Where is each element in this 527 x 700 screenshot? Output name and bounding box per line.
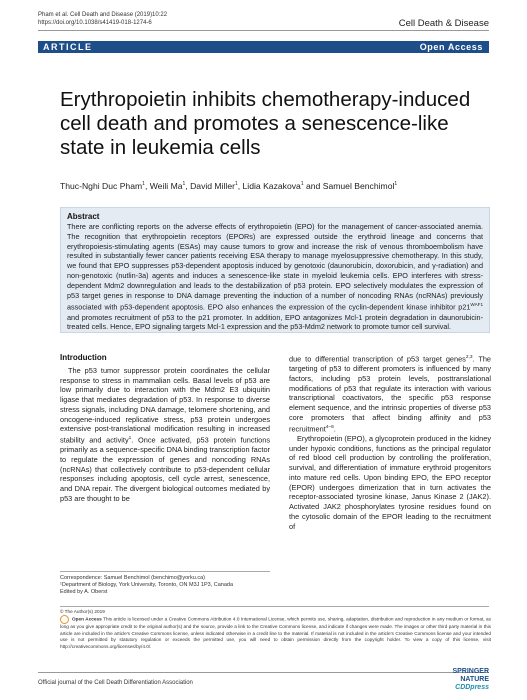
- header-divider: [38, 30, 489, 31]
- article-type: ARTICLE: [43, 42, 93, 52]
- copyright: © The Author(s) 2019: [60, 609, 105, 614]
- reference-link[interactable]: 4–6: [325, 424, 334, 430]
- citation: [38, 12, 167, 27]
- footnotes: [60, 575, 280, 596]
- body-column-left: [60, 353, 270, 504]
- footer-text: Official journal of the Cell Death Differentiation Association: [38, 680, 193, 686]
- author[interactable]: Samuel Benchimol: [322, 181, 395, 191]
- author[interactable]: Weili Ma: [149, 181, 183, 191]
- author[interactable]: Lidia Kazakova: [242, 181, 301, 191]
- author[interactable]: David Miller: [190, 181, 235, 191]
- journal-name: Cell Death & Disease: [398, 18, 489, 29]
- abstract-box: [60, 207, 490, 333]
- doi-link[interactable]: https://doi.org/10.1038/s41419-018-1274-6: [38, 19, 152, 26]
- citation-line: Pham et al. Cell Death and Disease (2019)10:22: [38, 12, 168, 18]
- article-banner: [38, 41, 489, 53]
- section-heading-introduction: Introduction: [60, 353, 107, 362]
- abstract-heading: Abstract: [67, 212, 100, 221]
- author-list: Thuc-Nghi Duc Pham$^1$, Weili Ma$^1$, David Miller$^1$, Lidia Kazakova$^1$ and Samuel Benchimol$^1$: [60, 181, 398, 191]
- article-title: Erythropoietin inhibits chemotherapy-induced cell death and promotes a senescence-like state in leukemia cells: [60, 88, 471, 159]
- license-divider: [60, 606, 489, 607]
- license-text: Open Access This article is licensed under a Creative Commons Attribution 4.0 International License, which permits use, sharing, adaptation, distribution and reproduction in any medium or format, as long as you give appropriate credit to the original author(s) and the source, provide a link to the Creative Commons license, and indicate if changes were made. The images or other third party material in this article are included in the article's Creative Commons license, unless indicated otherwise in a credit line to the material. If material is not included in the article's Creative Commons license and your intended use is not permitted by statutory regulation or exceeds the permitted use, you will need to obtain permission directly from the copyright holder. To view a copy of this license, visit http://creativecommons.org/licenses/by/4.0/.: [60, 617, 491, 649]
- footnote-divider: [60, 571, 270, 572]
- open-access-icon: [60, 615, 69, 624]
- author[interactable]: Thuc-Nghi Duc Pham: [60, 181, 143, 191]
- publisher-logo: SPRINGER NATURE CDDpress: [452, 668, 489, 691]
- open-access-label: Open Access: [419, 42, 483, 52]
- paragraph: The p53 tumor suppressor protein coordinates the cellular response to stress in mammalian cells. Basal levels of p53 are low primarily due to interaction with the Mdm2 E3 ubiquitin ligase that mediates degradation of p53. In response to diverse stress signals, including DNA damage, telomere shortening, and oncogene-induced replicative stress, p53 protein undergoes extensive post-translational modification resulting in increased stability and activity$^1$. Once activated, p53 protein functions primarily as a sequence-specific DNA binding transcription factor to regulate the expression of genes and noncoding RNAs (ncRNAs) that collectively contribute to p53-dependent cellular responses including apoptosis, cell cycle arrest, senescence, and DNA repair. The divergent biological outcomes mediated by p53 are thought to be: [60, 365, 271, 503]
- edited-by: Edited by A. Oberst: [60, 589, 108, 595]
- body-column-right: [289, 353, 491, 531]
- affiliation: ¹Department of Biology, York University, Toronto, ON M3J 1P3, Canada: [60, 582, 234, 588]
- license-block: [60, 609, 491, 650]
- correspondence[interactable]: Correspondence: Samuel Benchimol (benchimo@yorku.ca): [60, 575, 205, 581]
- abstract-text: There are conflicting reports on the adverse effects of erythropoietin (EPO) for the management of cancer-associated anemia. The recognition that erythropoietin receptors (EPORs) are expressed outside the erythroid lineage and concerns that erythropoiesis-stimulating agents (ESAs) may cause tumors to grow and increase the risk of venous thromboembolism have resulted in substantially fewer cancer patients receiving ESA therapy to manage myelosuppressive chemotherapy. In this study, we found that EPO suppresses p53-dependent apoptosis induced by genotoxic (daunorubicin, doxorubicin, and γ-radiation) and non-genotoxic (nutlin-3a) agents and induces a senescence-like state in myeloid leukemia cells. EPO interferes with stress-dependent Mdm2 downregulation and leads to the destabilization of p53 protein. EPO selectively modulates the expression of p53 target genes in response to DNA damage preventing the induction of a number of noncoding RNAs (ncRNAs) previously associated with p53-dependent apoptosis. EPO also enhances the expression of the cyclin-dependent kinase inhibitor $p21^{WAF1}$ and promotes recruitment of p53 to the p21 promoter. In addition, EPO antagonizes Mcl-1 protein degradation in daunorubicin-treated cells. Hence, EPO signaling targets Mcl-1 expression and the p53-Mdm2 network to promote tumor cell survival.: [67, 222, 483, 332]
- paragraph: due to differential transcription of p53 target genes$^{2,3}$. The targeting of p53 to different promoters is influenced by many factors, including p53 protein levels, posttranslational modifications of p53 that regulate its interaction with various transcriptional coactivators, the specific p53 response element sequence, and the intrinsic properties of diverse p53 core promoters that affect binding affinity and p53 recruitment$^{4-6}$.: [289, 354, 491, 434]
- reference-link[interactable]: 2,3: [465, 355, 473, 360]
- reference-link[interactable]: 1: [128, 436, 132, 441]
- footer-divider: [38, 672, 489, 673]
- paragraph: Erythropoietin (EPO), a glycoprotein produced in the kidney under hypoxic conditions, functions as the principal regulator of red blood cell production by controlling the proliferation, survival, and differentiation of immature erythroid progenitors into mature red cells. Upon binding EPO, the EPO receptor (EPOR) undergoes dimerization that in turn activates the receptor-associated tyrosine kinase, Janus Kinase 2 (JAK2). Activated JAK2 phosphorylates tyrosine residues found on the cytosolic domain of the EPOR leading to the recruitment of: [289, 433, 491, 531]
